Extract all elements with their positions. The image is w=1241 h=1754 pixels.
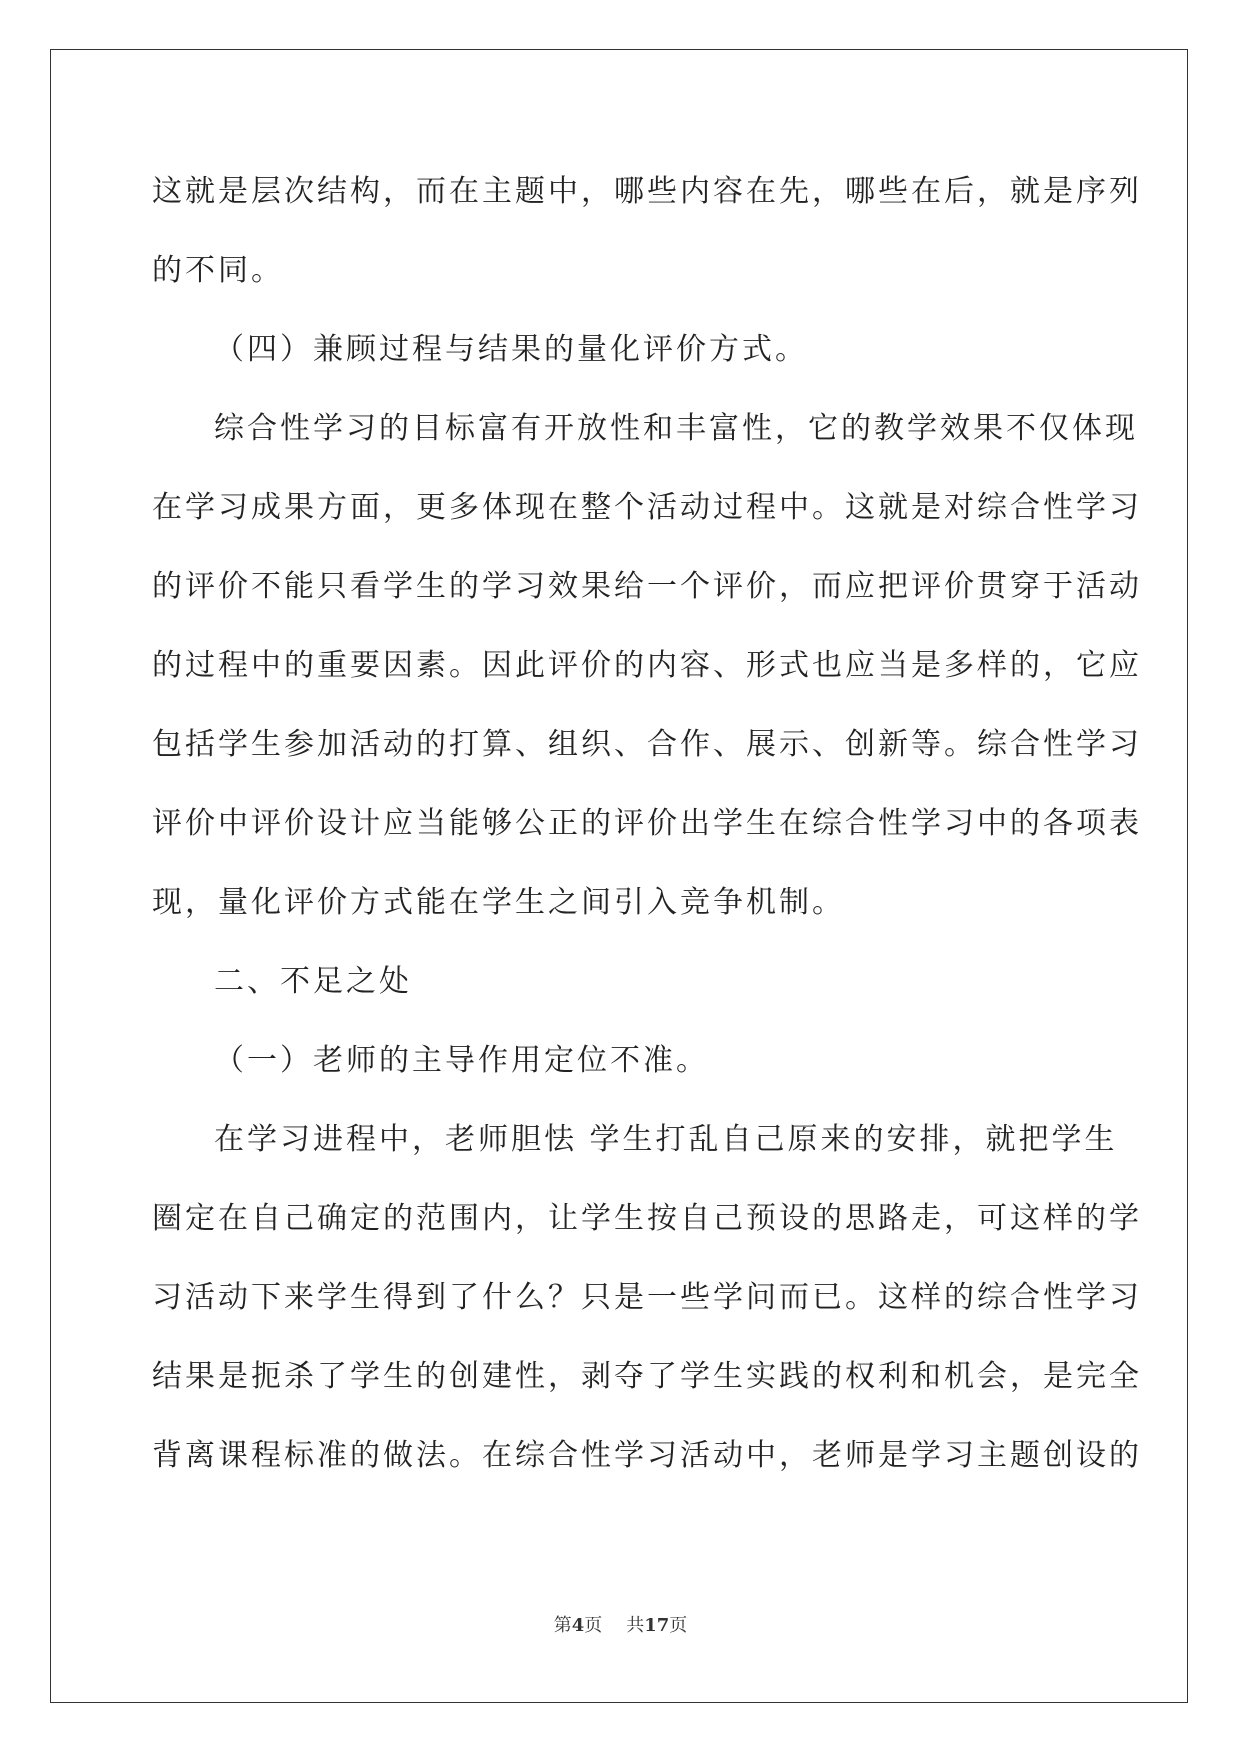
page-number: 4: [571, 1615, 585, 1636]
total-suffix: 页: [669, 1615, 688, 1636]
text-line: 的评价不能只看学生的学习效果给一个评价，而应把评价贯穿于活动: [152, 569, 1142, 604]
text-line: 现，量化评价方式能在学生之间引入竞争机制。: [152, 885, 845, 920]
text-line: 这就是层次结构，而在主题中，哪些内容在先，哪些在后，就是序列: [152, 174, 1142, 209]
section-heading: （一）老师的主导作用定位不准。: [214, 1043, 709, 1078]
total-pages: 17: [644, 1615, 670, 1636]
total-prefix: 共: [626, 1615, 645, 1636]
text-line: 背离课程标准的做法。在综合性学习活动中，老师是学习主题创设的: [152, 1438, 1142, 1473]
section-heading: （四）兼顾过程与结果的量化评价方式。: [214, 332, 808, 367]
document-body: [152, 152, 1142, 1495]
page-prefix: 第: [553, 1615, 572, 1636]
text-line: 在学习进程中，老师胆怯 学生打乱自己原来的安排，就把学生: [214, 1122, 1118, 1157]
text-line: 的过程中的重要因素。因此评价的内容、形式也应当是多样的，它应: [152, 648, 1142, 683]
text-line: 的不同。: [152, 253, 284, 288]
text-line: 包括学生参加活动的打算、组织、合作、展示、创新等。综合性学习: [152, 727, 1142, 762]
text-line: 圈定在自己确定的范围内，让学生按自己预设的思路走，可这样的学: [152, 1201, 1142, 1236]
page-footer: [0, 1611, 1241, 1637]
page-suffix: 页: [584, 1615, 603, 1636]
text-line: 综合性学习的目标富有开放性和丰富性，它的教学效果不仅体现: [214, 411, 1138, 446]
text-line: 评价中评价设计应当能够公正的评价出学生在综合性学习中的各项表: [152, 806, 1142, 841]
text-line: 结果是扼杀了学生的创建性，剥夺了学生实践的权利和机会，是完全: [152, 1359, 1142, 1394]
text-line: 习活动下来学生得到了什么？只是一些学问而已。这样的综合性学习: [152, 1280, 1142, 1315]
section-heading: 二、不足之处: [214, 964, 412, 999]
text-line: 在学习成果方面，更多体现在整个活动过程中。这就是对综合性学习: [152, 490, 1142, 525]
